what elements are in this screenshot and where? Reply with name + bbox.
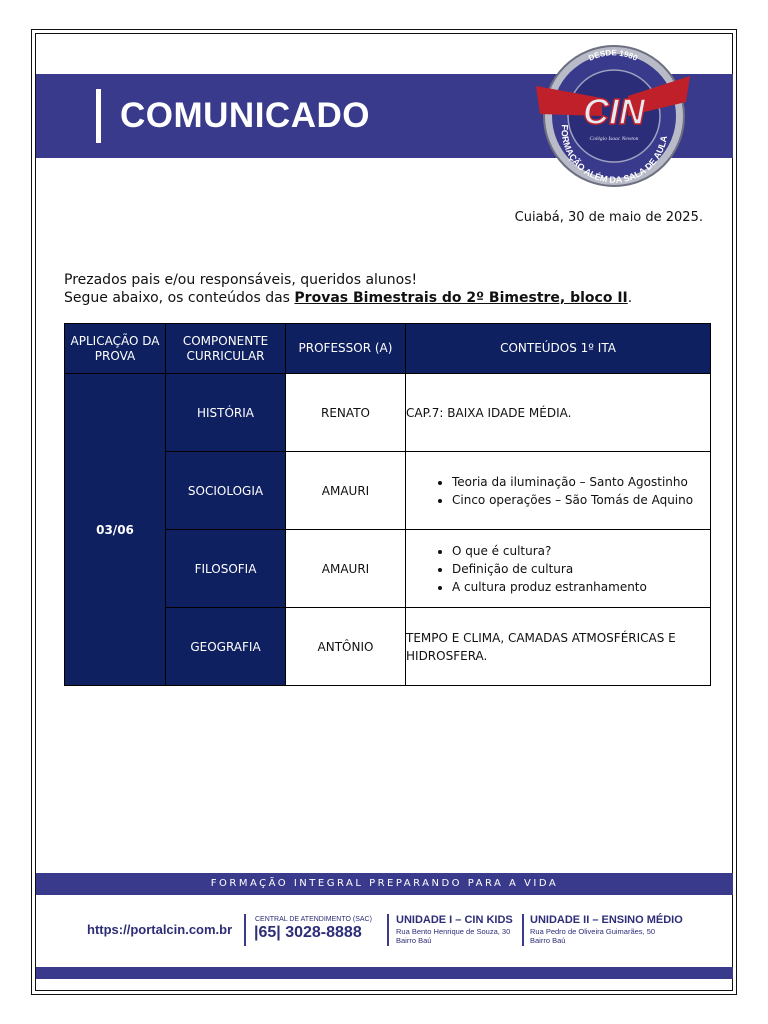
col-header-professor: PROFESSOR (A) bbox=[286, 324, 406, 374]
col-header-content: CONTEÚDOS 1º ITA bbox=[406, 324, 711, 374]
school-logo bbox=[532, 36, 692, 196]
intro-line2 bbox=[64, 289, 632, 307]
intro-suffix: . bbox=[627, 290, 633, 306]
unit1-street: Rua Bento Henrique de Souza, 30 bbox=[396, 927, 511, 936]
sac-label: CENTRAL DE ATENDIMENTO (SAC) bbox=[255, 916, 372, 923]
table-row bbox=[65, 374, 711, 452]
logo-ring-text: FORMAÇÃO ALÉM DA SALA DE AULA bbox=[559, 124, 670, 185]
col-header-date: APLICAÇÃO DA PROVA bbox=[65, 324, 166, 374]
professor-cell: AMAURI bbox=[286, 530, 406, 608]
col-header-subject: COMPONENTE CURRICULAR bbox=[166, 324, 286, 374]
page-title: COMUNICADO bbox=[120, 96, 370, 135]
list-item: • Definição de cultura bbox=[452, 560, 710, 578]
footer-divider bbox=[244, 914, 246, 946]
logo-subtitle: Colégio Isaac Newton bbox=[589, 136, 639, 142]
professor-cell: RENATO bbox=[286, 374, 406, 452]
content-cell: CAP.7: BAIXA IDADE MÉDIA. bbox=[406, 374, 711, 452]
list-item: • O que é cultura? bbox=[452, 542, 710, 560]
header-accent-bar bbox=[96, 89, 101, 143]
subject-cell: HISTÓRIA bbox=[166, 374, 286, 452]
logo-brand: CIN bbox=[583, 91, 645, 132]
unit2-street: Rua Pedro de Oliveira Guimarães, 50 bbox=[530, 927, 656, 936]
date-line: Cuiabá, 30 de maio de 2025. bbox=[514, 210, 703, 225]
subject-cell: FILOSOFIA bbox=[166, 530, 286, 608]
greeting: Prezados pais e/ou responsáveis, queridos alunos! bbox=[64, 272, 418, 288]
content-cell: TEMPO E CLIMA, CAMADAS ATMOSFÉRICAS E HIDROSFERA. bbox=[406, 608, 711, 686]
subject-cell: SOCIOLOGIA bbox=[166, 452, 286, 530]
professor-cell: ANTÔNIO bbox=[286, 608, 406, 686]
website-link[interactable]: https://portalcin.com.br bbox=[87, 922, 233, 937]
exam-date: 03/06 bbox=[65, 374, 166, 686]
professor-cell: AMAURI bbox=[286, 452, 406, 530]
list-item: • A cultura produz estranhamento bbox=[452, 578, 710, 596]
unit2-title: UNIDADE II – ENSINO MÉDIO bbox=[530, 914, 683, 926]
subject-cell: GEOGRAFIA bbox=[166, 608, 286, 686]
unit1-district: Bairro Baú bbox=[396, 936, 432, 945]
content-cell bbox=[406, 530, 711, 608]
list-item: • Teoria da iluminação – Santo Agostinho bbox=[452, 473, 710, 491]
footer-tagline: FORMAÇÃO INTEGRAL PREPARANDO PARA A VIDA bbox=[210, 878, 559, 889]
logo-top-text: DESDE 1980 bbox=[587, 48, 639, 63]
exam-title: Provas Bimestrais do 2º Bimestre, bloco II bbox=[294, 290, 628, 306]
unit2-address bbox=[530, 927, 655, 945]
footer-divider bbox=[522, 914, 524, 946]
sac-phone: |65| 3028-8888 bbox=[254, 924, 362, 941]
footer-bottom-band bbox=[36, 967, 733, 979]
intro-prefix: Segue abaixo, os conteúdos das bbox=[64, 290, 295, 306]
table-header-row bbox=[65, 324, 711, 374]
list-item: • Cinco operações – São Tomás de Aquino bbox=[452, 491, 710, 509]
unit1-address bbox=[396, 927, 510, 945]
unit1-title: UNIDADE I – CIN KIDS bbox=[396, 914, 513, 926]
content-cell bbox=[406, 452, 711, 530]
unit2-district: Bairro Baú bbox=[530, 936, 566, 945]
exam-content-table bbox=[64, 323, 711, 686]
intro-text bbox=[64, 271, 632, 307]
footer-divider bbox=[387, 914, 389, 946]
